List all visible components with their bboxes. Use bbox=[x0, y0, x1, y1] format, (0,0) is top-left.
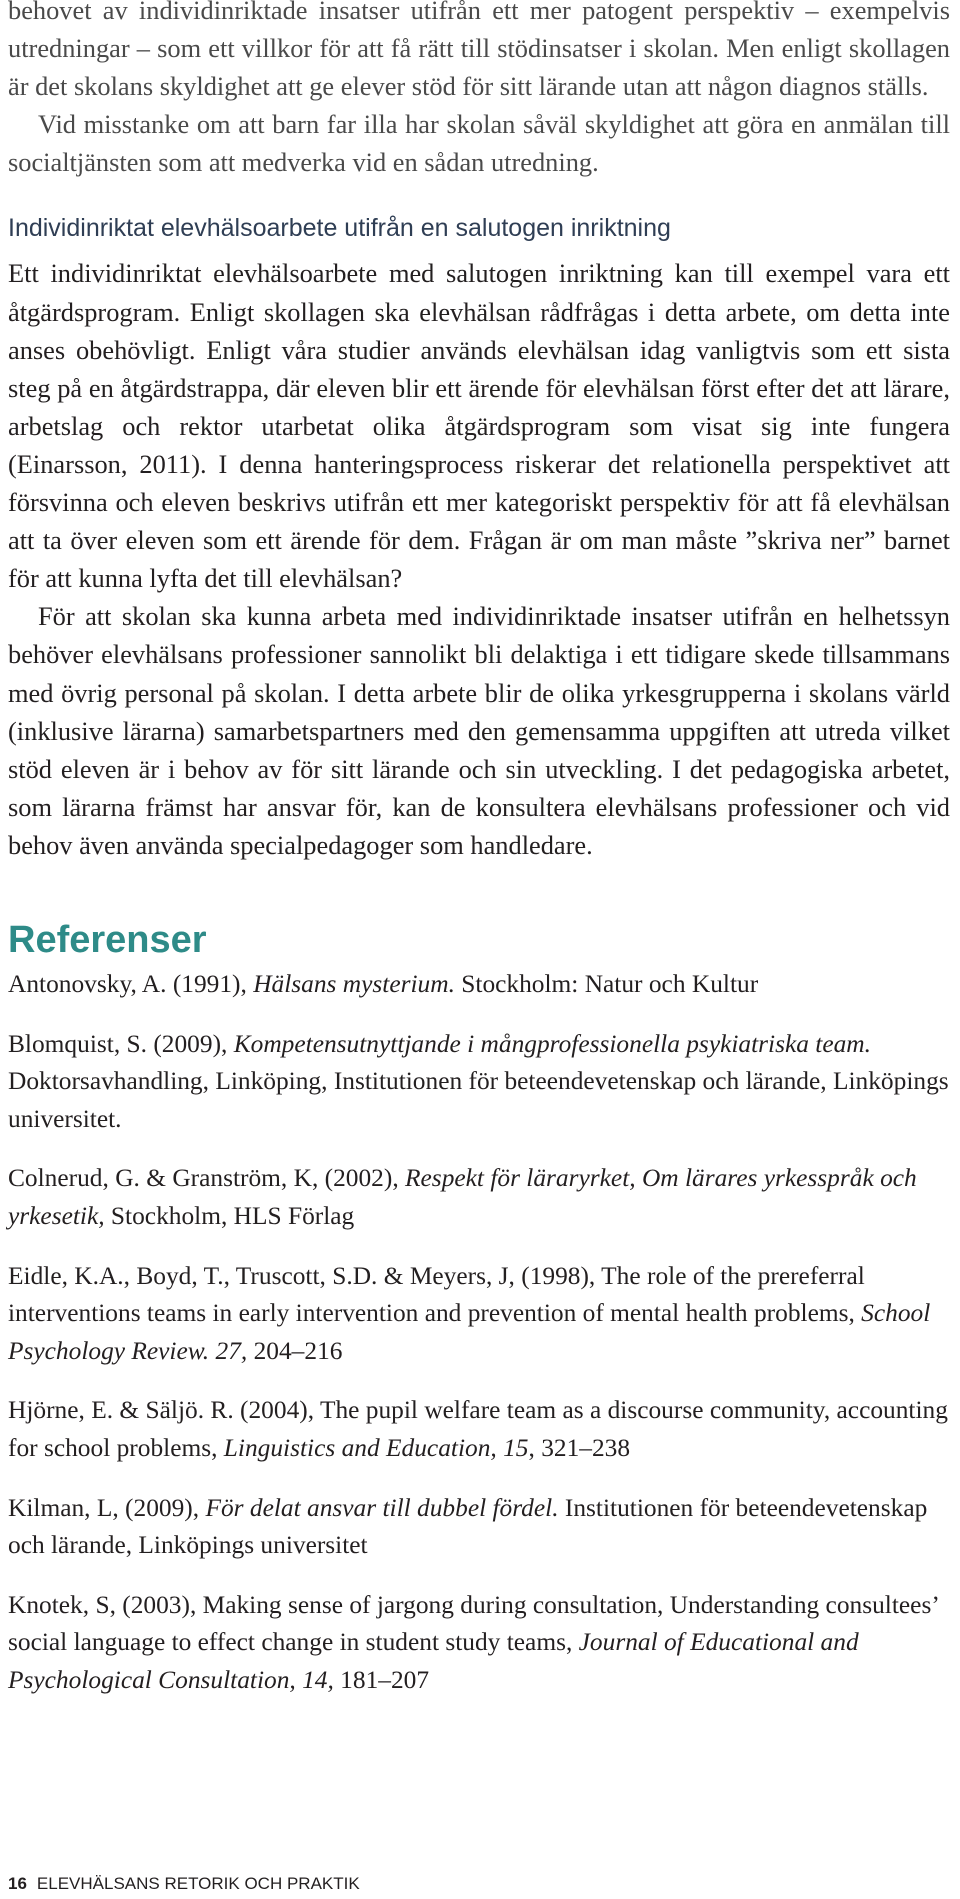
references-heading: Referenser bbox=[8, 918, 207, 961]
reference-item: Hjörne, E. & Säljö. R. (2004), The pupil welfare team as a discourse community, accounting for school problems, Linguistics and Education, 15, 321–238 bbox=[8, 1396, 948, 1462]
reference-item: Eidle, K.A., Boyd, T., Truscott, S.D. & Meyers, J, (1998), The role of the prereferral interventions teams in early intervention and prevention of mental health problems, School Psychology Review. 27, 204–216 bbox=[8, 1261, 931, 1365]
page-number: 16 bbox=[8, 1874, 27, 1893]
reference-item: Antonovsky, A. (1991), Hälsans mysterium. Stockholm: Natur och Kultur bbox=[8, 969, 759, 998]
paragraph-4: För att skolan ska kunna arbeta med individinriktade insatser utifrån en helhetssyn behöver elevhälsans professioner sannolikt bli delaktiga i ett tidigare skede tillsammans med övrig personal på skolan. I detta arbete blir de olika yrkesgrupperna i skolans värld (inklusive lärarna) samarbetspartners med den gemensamma uppgiften att utreda vilket stöd eleven är i behov av för sitt lärande och sin utveckling. I det pedagogiska arbetet, som lärarna främst har ansvar för, kan de konsultera elevhälsans professioner och vid behov även använda specialpedagoger som handledare. bbox=[8, 601, 950, 860]
paragraph-1: behovet av individinriktade insatser utifrån ett mer patogent perspektiv – exempelvis utredningar – som ett villkor för att få rätt till stödinsatser i skolan. Men enligt skollagen är det skolans skyldighet att ge elever stöd för sitt lärande utan att någon diagnos ställs. bbox=[8, 0, 950, 102]
section-subheading: Individinriktat elevhälsoarbete utifrån en salutogen inriktning bbox=[8, 214, 671, 243]
paragraph-2: Vid misstanke om att barn far illa har skolan såväl skyldighet att göra en anmälan till socialtjänsten som att medverka vid en sådan utredning. bbox=[8, 109, 950, 178]
references-list bbox=[8, 966, 950, 1700]
body-text bbox=[8, 0, 950, 181]
reference-item: Colnerud, G. & Granström, K, (2002), Respekt för läraryrket, Om lärares yrkesspråk och yrkesetik, Stockholm, HLS Förlag bbox=[8, 1164, 917, 1230]
paragraph-3: Ett individinriktat elevhälsoarbete med salutogen inriktning kan till exempel vara ett åtgärdsprogram. Enligt skollagen ska elevhälsan rådfrågas i detta arbete, om detta inte anses obehövligt. Enligt våra studier används elevhälsan idag vanligtvis som ett sista steg på en åtgärdstrappa, där eleven blir ett ärende för elevhälsan först efter det att lärare, arbetslag och rektor utarbetat olika åtgärdsprogram som visat sig inte fungera (Einarsson, 2011). I denna hanteringsprocess riskerar det relationella perspektivet att försvinna och eleven beskrivs utifrån ett mer kategoriskt perspektiv för att få elevhälsan att ta över eleven som ett ärende för dem. Frågan är om man måste ”skriva ner” barnet för att kunna lyfta det till elevhälsan? bbox=[8, 258, 950, 594]
page-footer bbox=[8, 1874, 360, 1894]
reference-item: Blomquist, S. (2009), Kompetensutnyttjande i mångprofessionella psykiatriska team. Doktorsavhandling, Linköping, Institutionen för beteendevetenskap och lärande, Linköpings universitet. bbox=[8, 1029, 949, 1133]
reference-item: Knotek, S, (2003), Making sense of jargong during consultation, Understanding consultees’ social language to effect change in student study teams, Journal of Educational and Psychological Consultation, 14, 181–207 bbox=[8, 1590, 938, 1694]
running-title: ELEVHÄLSANS RETORIK OCH PRAKTIK bbox=[36, 1874, 360, 1893]
reference-item: Kilman, L, (2009), För delat ansvar till dubbel fördel. Institutionen för beteendevetenskap och lärande, Linköpings universitet bbox=[8, 1493, 928, 1560]
